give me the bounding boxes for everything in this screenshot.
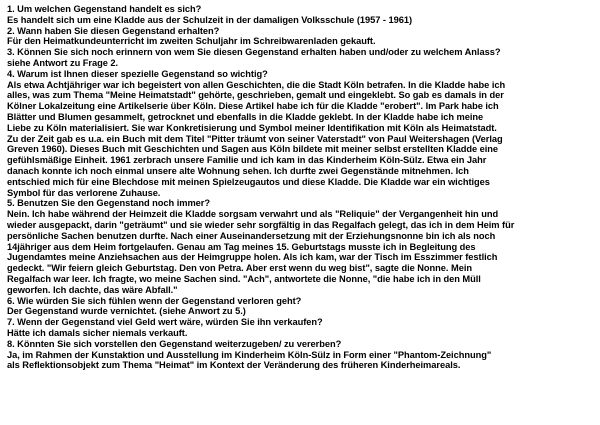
question-7: 7. Wenn der Gegenstand viel Geld wert wäre, würden Sie ihn verkaufen?: [7, 317, 323, 328]
answer-4-line: alles, was zum Thema "Meine Heimatstadt" gehörte, geschrieben, gemalt und eingeklebt. So gab es damals in der: [7, 90, 504, 101]
answer-4-line: Zu der Zeit gab es u.a. ein Buch mit dem Titel "Pitter träumt von seiner Vaterstadt" von Paul Weitershagen (Verlag: [7, 133, 503, 144]
answer-4-line: Greven 1960). Dieses Buch mit Geschichten und Sagen aus Köln bildete mit meiner selbst erstellten Kladde eine: [7, 144, 499, 155]
answer-8-line: Ja, im Rahmen der Kunstaktion und Ausstellung im Kinderheim Köln-Sülz in Form einer "Phantom-Zeichnung": [7, 349, 492, 360]
question-2: 2. Wann haben Sie diesen Gegenstand erhalten?: [7, 25, 220, 36]
answer-4-line: Symbol für das verlorene Zuhause.: [7, 187, 161, 198]
answer-2-line: Für den Heimatkundeunterricht im zweiten Schuljahr im Schreibwarenladen gekauft.: [7, 36, 376, 47]
question-5: 5. Benutzen Sie den Gegenstand noch immer?: [7, 198, 210, 209]
answer-4-line: gefühlsmäßige Einheit. 1961 zerbrach unsere Familie und ich kam in das Kinderheim Köln-Sülz. Etwa ein Jahr: [7, 155, 487, 166]
answer-8-line: als Reflektionsobjekt zum Thema "Heimat" im Kontext der Veränderung des früheren Kinderheimareals.: [7, 360, 461, 371]
answer-4-line: danach konnte ich noch einmal unsere alte Wohnung sehen. Ich durfte zwei Gegenstände mitnehmen. Ich: [7, 165, 469, 176]
answer-5-line: geworfen. Ich dachte, das wäre Abfall.": [7, 284, 178, 295]
question-8: 8. Könnten Sie sich vorstellen den Gegenstand weiterzugeben/ zu vererben?: [7, 338, 342, 349]
answer-4-line: Liebe zu Köln materialisiert. Sie war Konkretisierung und Symbol meiner Identifikation mit Köln als Heimatstadt.: [7, 122, 497, 133]
answer-6-line: Der Gegenstand wurde vernichtet. (siehe Anwort zu 5.): [7, 306, 246, 317]
answer-5-line: wieder ausgepackt, darin "geträumt" und sie wieder sehr sorgfältig in das Regalfach gelegt, das ich in dem Heim für: [7, 219, 515, 230]
answer-5-line: Regalfach war leer. Ich fragte, wo meine Sachen sind. "Ach", antwortete die Nonne, "die habe ich in den Müll: [7, 273, 481, 284]
answer-4-line: Blätter und Blumen gesammelt, getrocknet und ebenfalls in die Kladde geklebt. In der Kladde habe ich meine: [7, 111, 484, 122]
answer-5-line: 14jähriger aus dem Heim fortgelaufen. Genau am Tag meines 15. Geburtstags musste ich in Begleitung des: [7, 241, 476, 252]
question-3: 3. Können Sie sich noch erinnern von wem Sie diesen Gegenstand erhalten haben und/oder zu welchem Anlass?: [7, 47, 501, 58]
answer-5-line: Nein. Ich habe während der Heimzeit die Kladde sorgsam verwahrt und als "Reliquie" der Vergangenheit hin und: [7, 209, 499, 220]
question-6: 6. Wie würden Sie sich fühlen wenn der Gegenstand verloren geht?: [7, 295, 302, 306]
answer-4-line: Als etwa Achtjähriger war ich begeistert von allen Geschichten, die die Stadt Köln betrafen. In die Kladde habe ich: [7, 79, 506, 90]
question-4: 4. Warum ist Ihnen dieser spezielle Gegenstand so wichtig?: [7, 68, 268, 79]
answer-5-line: Jugendamtes meine Anziehsachen aus der Heimgruppe holen. Als ich kam, war der Tisch im Esszimmer festlich: [7, 252, 498, 263]
answer-5-line: gedeckt. "Wir feiern gleich Geburtstag. Den von Petra. Aber erst wenn du weg bist", sagte die Nonne. Mein: [7, 263, 472, 274]
answer-7-line: Hätte ich damals sicher niemals verkauft.: [7, 327, 188, 338]
answer-5-line: persönliche Sachen benutzen durfte. Nach einer Auseinandersetzung mit der Erziehungsnonne bin ich als noch: [7, 230, 496, 241]
answer-4-line: entschied mich für eine Blechdose mit meinen Spielzeugautos und diese Kladde. Die Kladde war ein wichtiges: [7, 176, 490, 187]
answer-1-line: Es handelt sich um eine Kladde aus der Schulzeit in der damaligen Volksschule (1957 - 1961): [7, 14, 412, 25]
answer-3-line: siehe Antwort zu Frage 2.: [7, 57, 119, 68]
question-1: 1. Um welchen Gegenstand handelt es sich?: [7, 4, 202, 14]
answer-4-line: Kölner Lokalzeitung eine Artikelserie über Köln. Diese Artikel habe ich für die Kladde "erobert". Im Park habe ich: [7, 101, 499, 112]
